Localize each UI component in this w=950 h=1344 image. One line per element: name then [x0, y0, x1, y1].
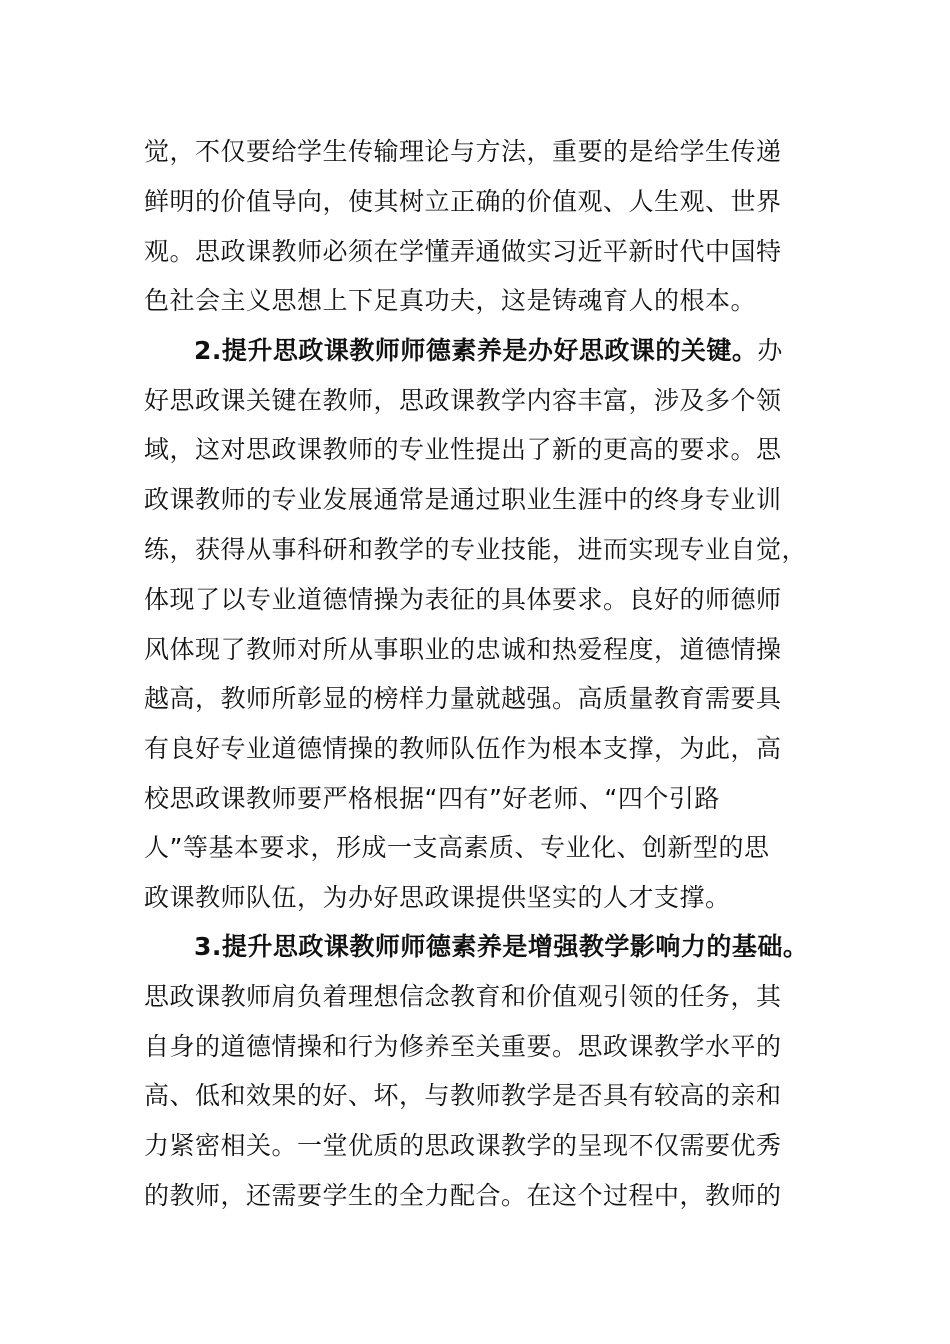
section-heading: 3.提升思政课教师师德素养是增强教学影响力的基础。: [194, 932, 809, 961]
paragraph-line: 人”等基本要求，形成一支高素质、专业化、创新型的思: [144, 833, 770, 862]
paragraph-line: 好思政课关键在教师，思政课教学内容丰富，涉及多个领: [144, 386, 782, 415]
paragraph-text: 办: [757, 336, 783, 365]
paragraph-line: 的教师，还需要学生的全力配合。在这个过程中，教师的: [144, 1181, 782, 1210]
paragraph-line: 鲜明的价值导向，使其树立正确的价值观、人生观、世界: [144, 187, 782, 216]
paragraph-line: 域，这对思政课教师的专业性提出了新的更高的要求。思: [144, 435, 782, 464]
paragraph-line: 校思政课教师要严格根据“四有”好老师、“四个引路: [144, 784, 720, 813]
paragraph-line: 自身的道德情操和行为修养至关重要。思政课教学水平的: [144, 1032, 782, 1061]
paragraph-line: 越高，教师所彰显的榜样力量就越强。高质量教育需要具: [144, 684, 782, 713]
paragraph-line: 风体现了教师对所从事职业的忠诚和热爱程度，道德情操: [144, 635, 782, 664]
paragraph-line: 政课教师的专业发展通常是通过职业生涯中的终身专业训: [144, 485, 782, 514]
paragraph-line: 观。思政课教师必须在学懂弄通做实习近平新时代中国特: [144, 237, 782, 266]
paragraph-line: 政课教师队伍，为办好思政课提供坚实的人才支撑。: [144, 883, 731, 912]
paragraph-line: 色社会主义思想上下足真功夫，这是铸魂育人的根本。: [144, 286, 757, 315]
paragraph-line: 力紧密相关。一堂优质的思政课教学的呈现不仅需要优秀: [144, 1131, 782, 1160]
paragraph-line: 练，获得从事科研和教学的专业技能，进而实现专业自觉，: [144, 535, 808, 564]
section-heading: 2.提升思政课教师师德素养是办好思政课的关键。: [194, 336, 758, 365]
section-heading-line: [194, 336, 783, 366]
section-heading-line: [194, 932, 808, 962]
paragraph-line: 有良好专业道德情操的教师队伍作为根本支撑，为此，高: [144, 734, 782, 763]
paragraph-line: 高、低和效果的好、坏，与教师教学是否具有较高的亲和: [144, 1081, 782, 1110]
paragraph-line: 体现了以专业道德情操为表征的具体要求。良好的师德师: [144, 585, 782, 614]
paragraph-line: 觉，不仅要给学生传输理论与方法，重要的是给学生传递: [144, 137, 782, 166]
paragraph-line: 思政课教师肩负着理想信念教育和价值观引领的任务，其: [144, 982, 782, 1011]
